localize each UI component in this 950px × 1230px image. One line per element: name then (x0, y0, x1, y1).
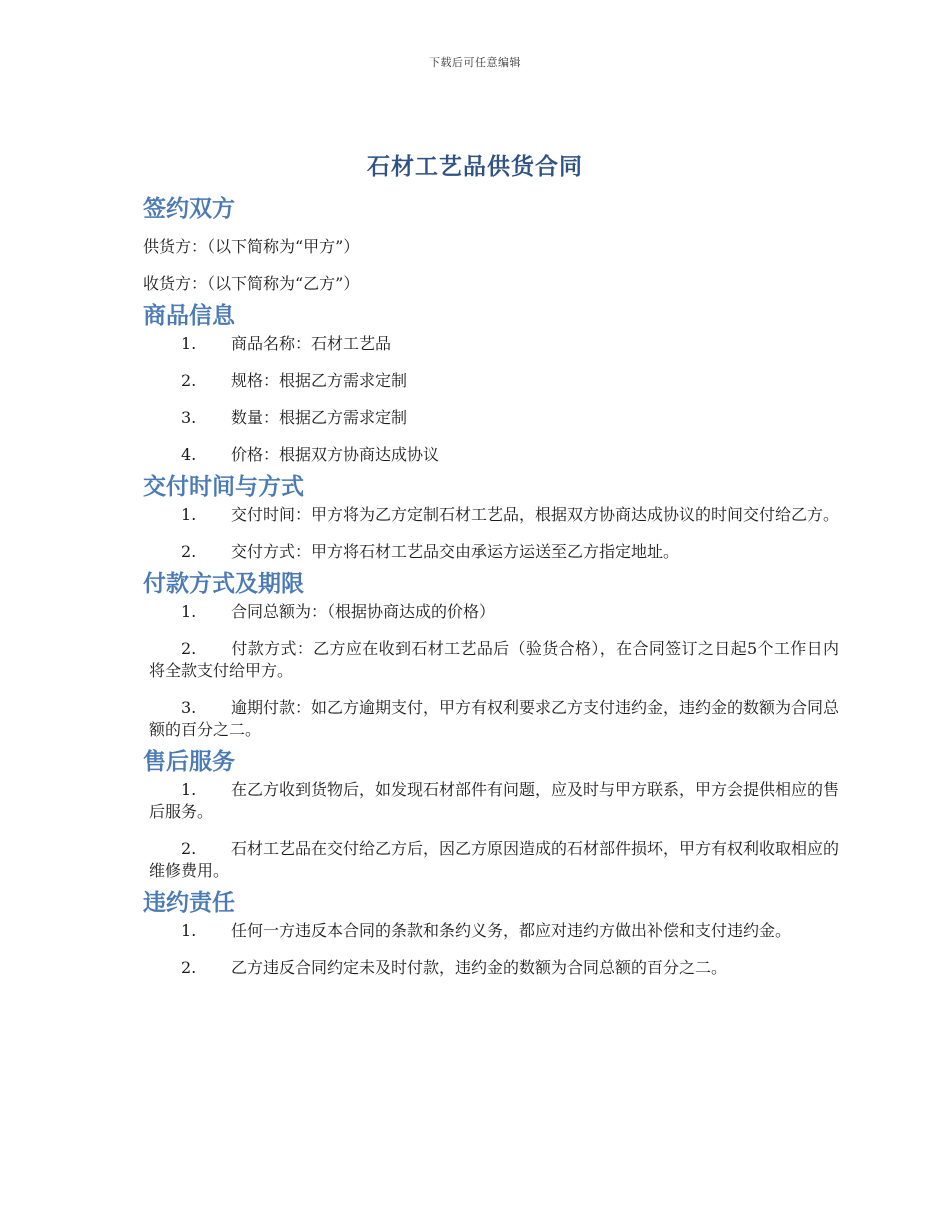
section-heading: 交付时间与方式 (143, 474, 304, 500)
item-number: 1. (181, 334, 197, 353)
section-liability (143, 886, 839, 979)
section-payment (143, 567, 839, 741)
liability-list (143, 920, 839, 979)
party-receiver: 收货方：（以下简称为“乙方”） (143, 274, 360, 293)
item-text: 数量：根据乙方需求定制 (231, 408, 408, 427)
item-number: 2. (181, 958, 197, 977)
item-text: 交付时间：甲方将为乙方定制石材工艺品，根据双方协商达成协议的时间交付给乙方。 (231, 505, 840, 524)
item-number: 2. (181, 639, 197, 658)
section-after-sales (143, 745, 839, 882)
payment-list (143, 601, 839, 741)
list-item (143, 333, 839, 355)
section-heading: 付款方式及期限 (143, 571, 304, 597)
item-number: 2. (181, 542, 197, 561)
list-item (143, 920, 839, 942)
item-text: 付款方式：乙方应在收到石材工艺品后（验货合格），在合同签订之日起5个工作日内将全款支付给甲方。 (149, 639, 839, 680)
item-number: 3. (181, 408, 197, 427)
list-item (143, 541, 839, 563)
item-text: 在乙方收到货物后，如发现石材部件有问题，应及时与甲方联系，甲方会提供相应的售后服务。 (149, 780, 840, 821)
item-number: 1. (181, 505, 197, 524)
item-text: 乙方违反合同约定未及时付款，违约金的数额为合同总额的百分之二。 (231, 958, 728, 977)
list-item (143, 504, 839, 526)
document-title: 石材工艺品供货合同 (367, 154, 583, 180)
after-sales-list (143, 779, 839, 882)
item-text: 交付方式：甲方将石材工艺品交由承运方运送至乙方指定地址。 (231, 542, 680, 561)
list-item (143, 407, 839, 429)
item-text: 商品名称：石材工艺品 (231, 334, 392, 353)
item-text: 逾期付款：如乙方逾期支付，甲方有权利要求乙方支付违约金，违约金的数额为合同总额的百分之二。 (149, 698, 840, 739)
delivery-list (143, 504, 839, 563)
item-text: 规格：根据乙方需求定制 (231, 371, 408, 390)
section-parties (143, 192, 839, 295)
item-number: 3. (181, 698, 197, 717)
section-heading: 商品信息 (143, 303, 235, 329)
list-item (143, 370, 839, 392)
list-item (143, 638, 839, 682)
item-text: 合同总额为：（根据协商达成的价格） (231, 602, 496, 621)
item-text: 石材工艺品在交付给乙方后，因乙方原因造成的石材部件损坏，甲方有权利收取相应的维修费用。 (149, 839, 840, 880)
list-item (143, 444, 839, 466)
list-item (143, 779, 839, 823)
item-number: 1. (181, 780, 197, 799)
item-number: 2. (181, 371, 197, 390)
list-item (143, 601, 839, 623)
item-text: 任何一方违反本合同的条款和条约义务，都应对违约方做出补偿和支付违约金。 (231, 921, 792, 940)
section-heading: 违约责任 (143, 890, 235, 916)
list-item (143, 957, 839, 979)
page-header-note: 下载后可任意编辑 (429, 56, 521, 69)
item-number: 1. (181, 921, 197, 940)
list-item (143, 697, 839, 741)
item-text: 价格：根据双方协商达成协议 (231, 445, 440, 464)
product-info-list (143, 333, 839, 466)
item-number: 2. (181, 839, 197, 858)
section-delivery (143, 470, 839, 563)
item-number: 4. (181, 445, 197, 464)
section-product-info (143, 299, 839, 466)
section-heading: 签约双方 (143, 196, 235, 222)
item-number: 1. (181, 602, 197, 621)
list-item (143, 838, 839, 882)
section-heading: 售后服务 (143, 749, 235, 775)
party-supplier: 供货方：（以下简称为“甲方”） (143, 237, 360, 256)
document-body (143, 192, 839, 994)
